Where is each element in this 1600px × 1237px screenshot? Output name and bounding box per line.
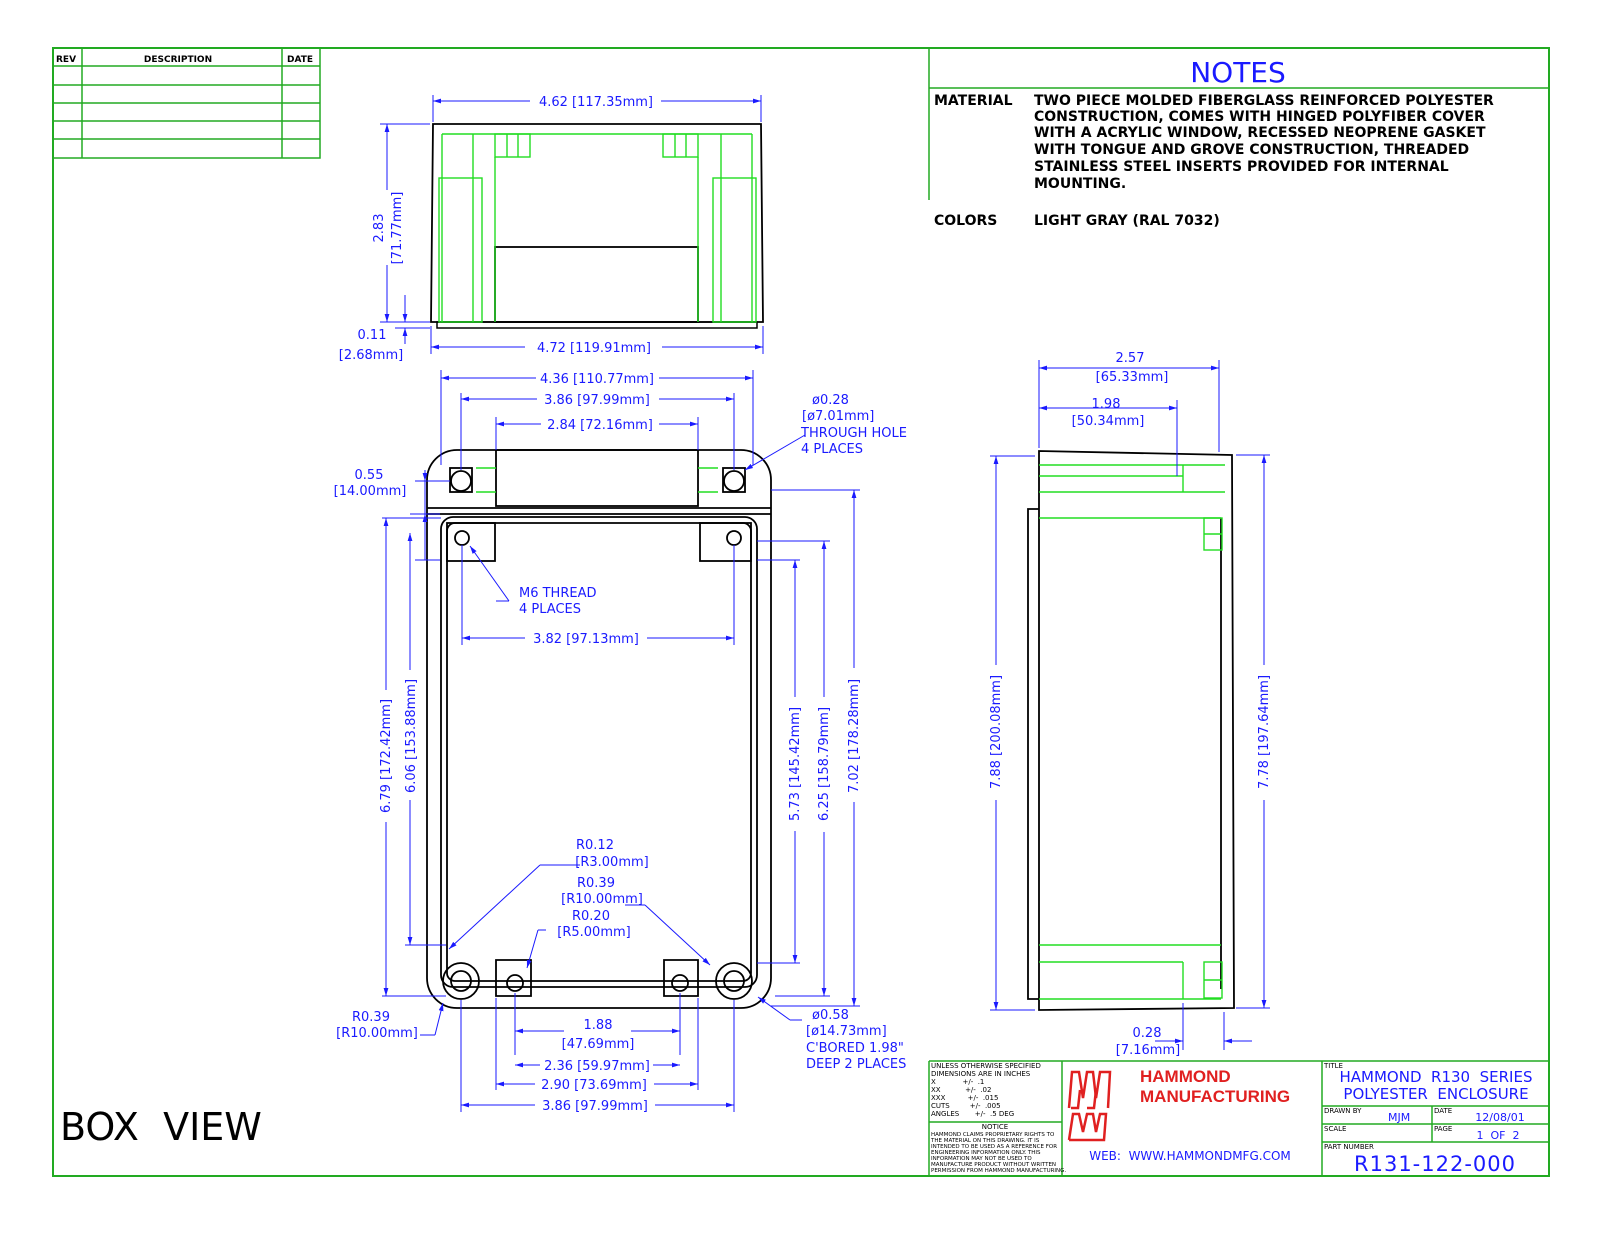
material-label: MATERIAL [934,93,1013,109]
tol-line-1: UNLESS OTHERWISE SPECIFIED [931,1062,1041,1070]
part-number: R131-122-000 [1354,1152,1516,1176]
dim-284: 2.84 [72.16mm] [547,418,653,433]
cbore-callout-1: ø0.58 [812,1008,849,1023]
tol-line-2: DIMENSIONS ARE IN INCHES [931,1070,1031,1078]
dim-top-height-mm: [71.77mm] [390,191,405,265]
cbore-callout-4: DEEP 2 PLACES [806,1057,907,1072]
material-line-5: STAINLESS STEEL INSERTS PROVIDED FOR INTERNAL [1034,159,1449,175]
dim-top-width: 4.62 [117.35mm] [538,95,654,110]
hammond-logo [1069,1072,1110,1140]
dim-386-top: 3.86 [97.99mm] [544,393,650,408]
dim-028-in: 0.28 [1132,1026,1162,1041]
tol-line-4: XX +/- .02 [931,1086,992,1094]
r039-callout-1: R0.39 [577,876,615,891]
side-view-dims [990,360,1270,1050]
front-view [431,124,763,328]
dim-625: 6.25 [158.79mm] [817,706,832,822]
dim-386-bottom: 3.86 [97.99mm] [542,1099,648,1114]
notice-line-5: INFORMATION MAY NOT BE USED TO [931,1156,1032,1162]
notice-line-1: HAMMOND CLAIMS PROPRIETARY RIGHTS TO [931,1132,1055,1138]
tol-line-6: CUTS +/- .005 [931,1102,1001,1110]
rev-header: REV [56,55,77,65]
title-line-1: HAMMOND R130 SERIES [1339,1068,1533,1086]
date-header: DATE [286,55,314,65]
notice-line-4: ENGINEERING INFORMATION ONLY. THIS [931,1150,1041,1156]
dim-290: 2.90 [73.69mm] [541,1078,647,1093]
notice-title: NOTICE [981,1123,1009,1131]
r020-callout-1: R0.20 [572,909,610,924]
material-line-4: WITH TONGUE AND GROVE CONSTRUCTION, THREADED [1034,142,1470,158]
title-label: TITLE [1324,1062,1343,1070]
thread-callout-1: M6 THREAD [519,586,597,601]
cbore-callout-3: C'BORED 1.98" [806,1041,904,1056]
title-line-2: POLYESTER ENCLOSURE [1343,1085,1529,1103]
date-label: DATE [1434,1107,1453,1115]
drawn-by-value: MJM [1388,1111,1411,1124]
date-value: 12/08/01 [1475,1111,1525,1124]
r012-callout-2: [R3.00mm] [575,855,649,870]
scale-label: SCALE [1324,1125,1347,1133]
hole-callout-3: THROUGH HOLE [801,426,907,441]
dim-436: 4.36 [110.77mm] [539,372,655,387]
plan-view-hidden [476,468,718,492]
view-label: BOX VIEW [60,1105,262,1149]
dim-198-in: 1.98 [1091,397,1121,412]
r039-left-callout-2: [R10.00mm] [336,1026,418,1041]
tol-line-7: ANGLES +/- .5 DEG [931,1110,1015,1118]
dim-028-mm: [7.16mm] [1115,1043,1181,1058]
dim-188-in: 1.88 [583,1018,613,1033]
dim-573: 5.73 [145.42mm] [788,706,803,822]
dim-188-mm: [47.69mm] [561,1037,635,1052]
r039-callout-2: [R10.00mm] [561,892,643,907]
dim-bottom-width: 4.72 [119.91mm] [536,341,652,356]
dim-679: 6.79 [172.42mm] [379,698,394,814]
description-header: DESCRIPTION [143,55,213,65]
tol-line-5: XXX +/- .015 [931,1094,999,1102]
sheet-border [53,48,1549,1176]
dim-055-in: 0.55 [354,468,384,483]
drawn-by-label: DRAWN BY [1324,1107,1362,1115]
tol-line-3: X +/- .1 [931,1078,985,1086]
dim-lip-in: 0.11 [357,328,387,343]
hole-callout-4: 4 PLACES [801,442,863,457]
dim-606: 6.06 [153.88mm] [404,678,419,794]
notice-line-2: THE MATERIAL ON THIS DRAWING. IT IS [931,1138,1040,1144]
side-view-hidden [1039,465,1225,999]
side-view [1028,451,1234,1010]
notice-line-7: PERMISSION FROM HAMMOND MANUFACTURING. [931,1168,1067,1174]
part-number-label: PART NUMBER [1324,1143,1374,1151]
page-value: 1 OF 2 [1476,1129,1520,1142]
dim-788: 7.88 [200.08mm] [989,674,1004,790]
material-line-3: WITH A ACRYLIC WINDOW, RECESSED NEOPRENE GASKET [1034,125,1486,141]
material-line-2: CONSTRUCTION, COMES WITH HINGED POLYFIBER COVER [1034,109,1485,125]
thread-callout-2: 4 PLACES [519,602,581,617]
material-line-6: MOUNTING. [1034,176,1127,192]
colors-value: LIGHT GRAY (RAL 7032) [1034,213,1220,229]
company-name-1: HAMMOND [1140,1067,1231,1086]
dim-778: 7.78 [197.64mm] [1257,674,1272,790]
company-name-2: MANUFACTURING [1140,1087,1291,1106]
r012-callout-1: R0.12 [576,838,614,853]
hole-callout-2: [ø7.01mm] [802,409,875,424]
colors-label: COLORS [934,213,998,229]
dim-702: 7.02 [178.28mm] [847,678,862,794]
notice-line-3: INTENDED TO BE USED AS A REFERENCE FOR [931,1144,1058,1150]
notice-line-6: MANUFACTURE PRODUCT WITHOUT WRITTEN [931,1162,1057,1168]
dim-055-mm: [14.00mm] [333,484,407,499]
dim-top-height-in: 2.83 [372,213,387,243]
cbore-callout-2: [ø14.73mm] [806,1024,887,1039]
notes-title: NOTES [1190,56,1286,89]
dim-236: 2.36 [59.97mm] [544,1059,650,1074]
dim-257-mm: [65.33mm] [1095,370,1169,385]
r039-left-callout-1: R0.39 [352,1010,390,1025]
company-web: WEB: WWW.HAMMONDMFG.COM [1089,1149,1291,1163]
dim-257-in: 2.57 [1115,351,1145,366]
dim-198-mm: [50.34mm] [1071,414,1145,429]
dim-lip-mm: [2.68mm] [338,348,404,363]
material-line-1: TWO PIECE MOLDED FIBERGLASS REINFORCED POLYESTER [1034,93,1494,109]
hole-callout-1: ø0.28 [812,393,849,408]
dim-382: 3.82 [97.13mm] [533,632,639,647]
page-label: PAGE [1434,1125,1453,1133]
r020-callout-2: [R5.00mm] [557,925,631,940]
